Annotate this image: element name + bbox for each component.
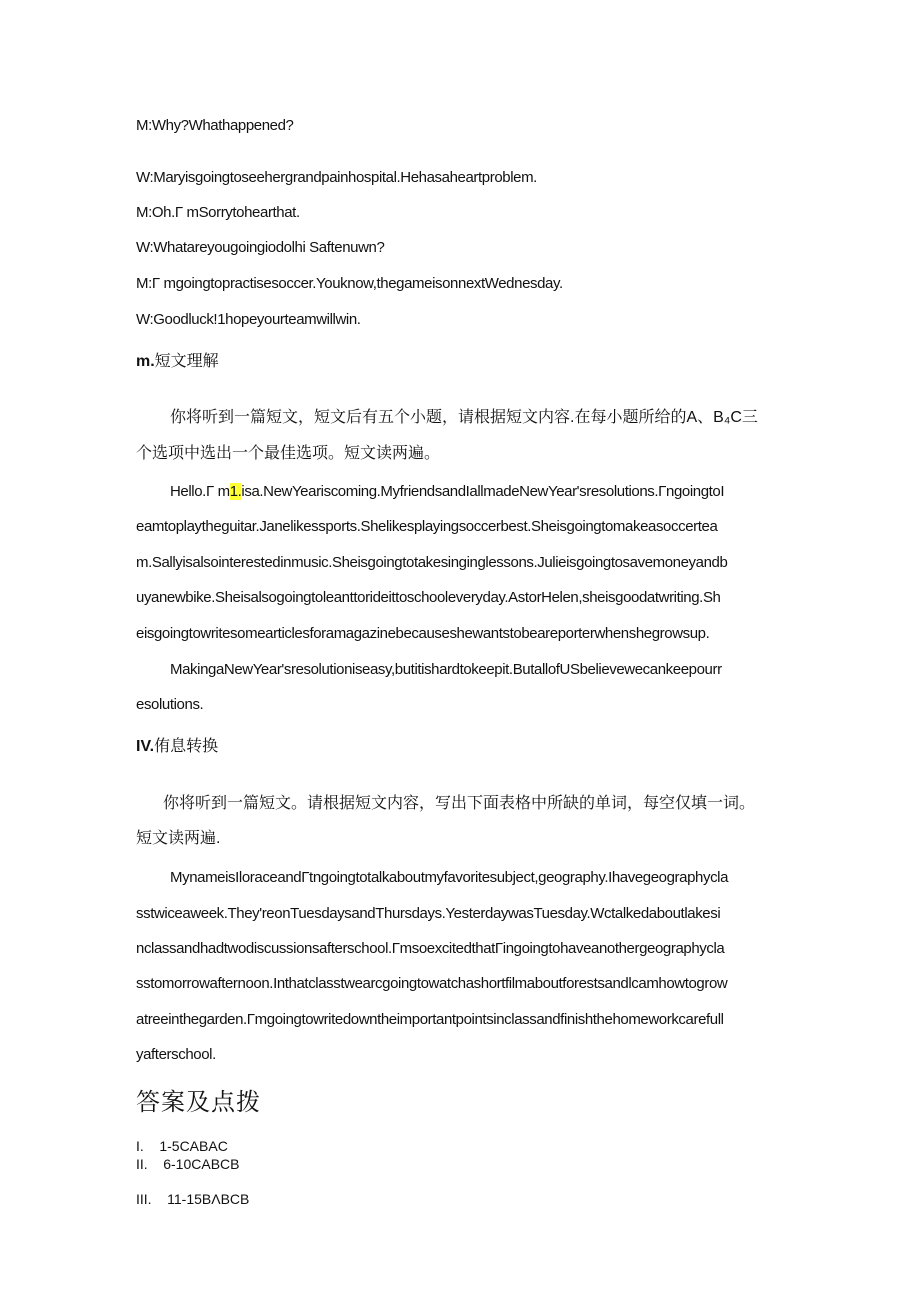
answer-line: III. 11-15BΛBCB [136,1191,250,1207]
passage-line: MakingaNewYear'sresolutioniseasy,butitishardtokeepit.ButallofUSbelievewecankeepourr [170,661,722,678]
instruction-line: 短文读两遍. [136,830,221,847]
section-numeral: m. [136,353,155,370]
passage-line: sstwiceaweek.They'reonTuesdaysandThursdays.YesterdaywasTuesday.Wctalkedaboutlakesi [136,905,721,922]
dialogue-line: W:Maryisgoingtoseehergrandpainhospital.Hehasaheartproblem. [136,169,537,186]
instruction-line: 个选项中选出一个最佳选项。短文读两遍。 [136,445,441,462]
passage-line: esolutions. [136,696,204,713]
passage-text: Hello.Γ m [170,483,230,500]
dialogue-line: M:Γ mgoingtopractisesoccer.Youknow,thegameisonnextWednesday. [136,275,563,292]
section-numeral: IV. [136,738,155,755]
passage-line: atreeinthegarden.Γmgoingtowritedowntheimportantpointsinclassandfinishthehomeworkcarefull [136,1011,724,1028]
dialogue-line: W:Whatareyougoingiodolhi Saftenuwn? [136,239,385,256]
instruction-line: 你将听到一篇短文，短文后有五个小题，请根据短文内容.在每小题所给的A、B₄C三 [170,409,758,426]
passage-line: yafterschool. [136,1046,216,1063]
passage-line: m.Sallyisalsointerestedinmusic.Sheisgoingtotakesinginglessons.Julieisgoingtosavemoneyandb [136,554,728,571]
passage-text: isa.NewYeariscoming.MyfriendsandIallmadeNewYear'sresolutions.ΓngoingtoI [241,483,725,500]
passage-line: sstomorrowafternoon.Inthatclasstwearcgoingtowatchashortfilmaboutforestsandlcamhowtogrow [136,975,728,992]
passage-line: MynameisIloraceandΓtngoingtotalkaboutmyfavoritesubject,geography.Ihavegeographycla [170,869,729,886]
section-title: 侑息转换 [154,738,219,755]
dialogue-line: M:Why?Whathappened? [136,117,294,134]
section-heading-3 [136,352,219,372]
highlighted-number: 1. [229,483,242,500]
dialogue-line: W:Goodluck!1hopeyourteamwillwin. [136,311,361,328]
passage-line: nclassandhadtwodiscussionsafterschool.ΓmsoexcitedthatΓingoingtohaveanothergeographycla [136,940,725,957]
passage-line: uyanewbike.Sheisalsogoingtoleanttorideittoschooleveryday.AstorHelen,sheisgoodatwriting.Sh [136,589,721,606]
answer-line: II. 6-10CABCB [136,1156,240,1172]
instruction-line: 你将听到一篇短文。请根据短文内容，写出下面表格中所缺的单词，每空仅填一词。 [163,795,756,812]
section-heading-4 [136,737,218,757]
passage-line: eisgoingtowritesomearticlesforamagazinebecauseshewantstobeareporterwhenshegrowsup. [136,625,710,642]
dialogue-line: M:Oh.Γ mSorrytohearthat. [136,204,300,221]
answer-line: I. 1-5CABAC [136,1138,228,1154]
passage-line: eamtoplaytheguitar.Janelikessports.Shelikesplayingsoccerbest.Sheisgoingtomakeasoccertea [136,518,718,535]
answers-heading: 答案及点拨 [136,1089,261,1116]
section-title: 短文理解 [154,353,219,370]
passage-line [170,482,724,502]
